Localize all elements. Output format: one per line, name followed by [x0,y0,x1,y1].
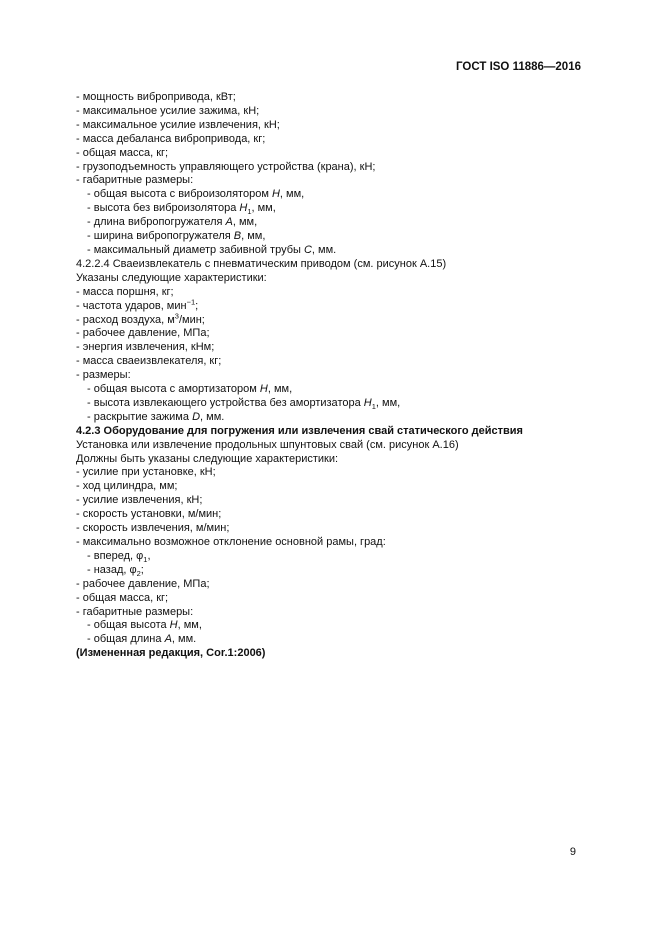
list-item: - габаритные размеры: [76,174,194,187]
list-item: - общая масса, кг; [76,146,169,159]
document-code: ГОСТ ISO 11886—2016 [456,61,581,73]
list-item: - общая высота H, мм, [87,619,202,632]
list-item: - высота извлекающего устройства без амортизатора $H_1$, мм, [87,396,401,412]
list-item: - ход цилиндра, мм; [76,480,178,493]
list-item: - максимальный диаметр забивной трубы C, мм. [87,243,337,256]
section-heading: (Измененная редакция, Cor.1:2006) [76,647,266,660]
list-item: - рабочее давление, МПа; [76,327,210,340]
page-number: 9 [569,846,576,858]
list-item: - максимально возможное отклонение основной рамы, град: [76,536,386,548]
paragraph-line: Должны быть указаны следующие характеристики: [76,452,339,465]
list-item: - общая масса, кг; [76,591,169,604]
list-item: - скорость извлечения, м/мин; [76,522,230,535]
list-item: - максимальное усилие извлечения, кН; [76,118,280,131]
list-item: - грузоподъемность управляющего устройства (крана), кН; [76,160,376,173]
list-item: - габаритные размеры: [76,605,194,618]
list-item: - усилие при установке, кН; [76,466,216,479]
list-item: - вперед, $\varphi_1$, [87,549,151,565]
list-item: - раскрытие зажима D, мм. [87,410,225,423]
paragraph-line: Установка или извлечение продольных шпунтовых свай (см. рисунок А.16) [76,438,459,451]
list-item: - ширина вибропогружателя B, мм, [87,230,266,243]
paragraph-line: 4.2.2.4 Сваеизвлекатель с пневматическим приводом (см. рисунок А.15) [76,257,447,270]
list-item: - общая длина A, мм. [87,633,197,646]
list-item: - энергия извлечения, кНм; [76,341,215,354]
list-item: - высота без виброизолятора $H_1$, мм, [87,202,276,217]
list-item: - частота ударов, мин$^{-1}$; [76,296,199,312]
list-item: - скорость установки, м/мин; [76,508,222,521]
list-item: - расход воздуха, $м^3$/мин; [76,310,205,326]
list-item: - длина вибропогружателя A, мм, [87,216,258,229]
list-item: - рабочее давление, МПа; [76,577,210,590]
section-heading: 4.2.3 Оборудование для погружения или извлечения свай статического действия [76,424,523,437]
list-item: - максимальное усилие зажима, кН; [76,104,260,117]
list-item: - размеры: [76,369,131,382]
list-item: - масса поршня, кг; [76,285,174,298]
document-body [76,91,586,661]
paragraph-line: Указаны следующие характеристики: [76,271,267,284]
list-item: - мощность вибропривода, кВт; [76,91,236,103]
list-item: - общая высота с амортизатором H, мм, [87,383,293,396]
list-item: - масса дебаланса вибропривода, кг; [76,132,266,145]
list-item: - усилие извлечения, кН; [76,494,203,507]
list-item: - масса сваеизвлекателя, кг; [76,355,222,368]
list-item: - назад, $\varphi_2$; [87,563,144,578]
list-item: - общая высота с виброизолятором H, мм, [87,188,305,201]
